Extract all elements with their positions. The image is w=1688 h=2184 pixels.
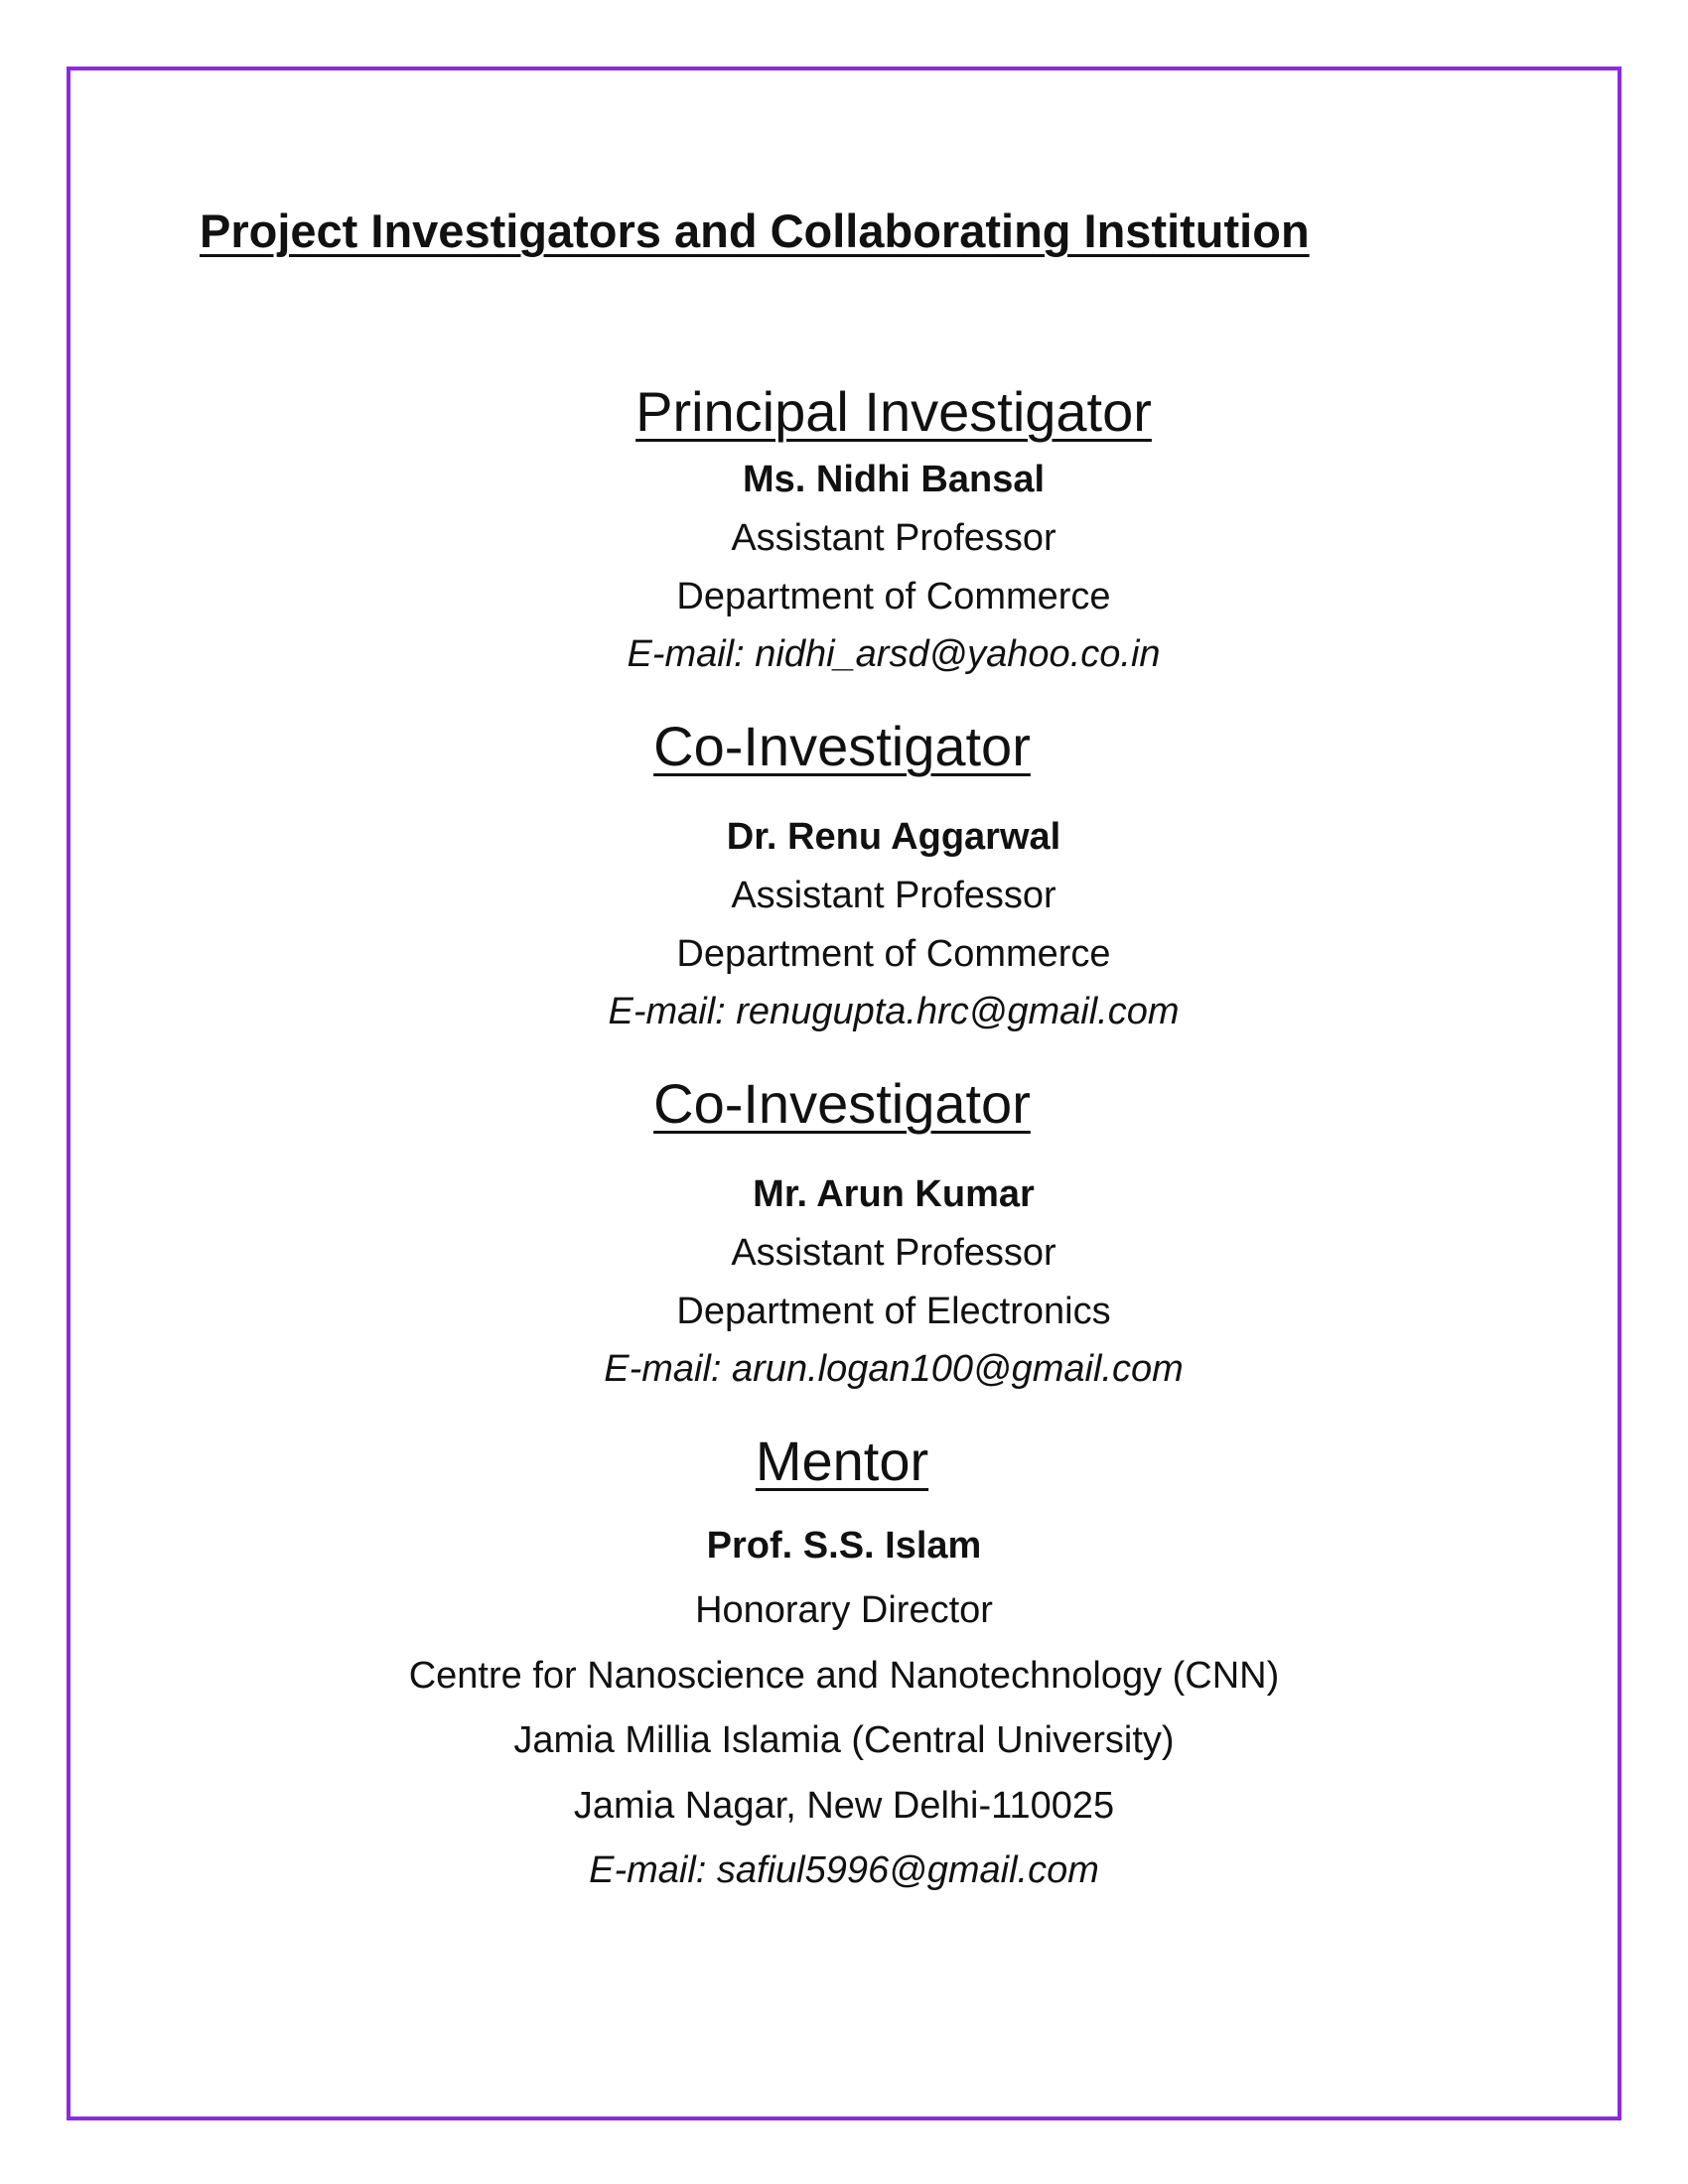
investigator-designation: Assistant Professor [731,1232,1056,1274]
mentor-centre: Centre for Nanoscience and Nanotechnology (CNN) [408,1655,1280,1697]
investigator-department: Department of Commerce [676,576,1111,617]
section-heading: Co-Investigator [653,715,1031,777]
section-heading: Principal Investigator [635,380,1152,443]
mentor-email: E-mail: safiul5996@gmail.com [589,1849,1099,1891]
investigator-designation: Assistant Professor [731,517,1056,559]
mentor-name: Prof. S.S. Islam [706,1525,982,1567]
investigator-name: Ms. Nidhi Bansal [742,459,1046,500]
investigator-email: E-mail: arun.logan100@gmail.com [604,1348,1184,1390]
investigator-name: Mr. Arun Kumar [753,1173,1035,1215]
mentor-designation: Honorary Director [695,1589,993,1631]
investigator-department: Department of Electronics [676,1291,1111,1332]
investigator-name: Dr. Renu Aggarwal [726,816,1061,858]
mentor-university: Jamia Millia Islamia (Central University) [513,1719,1175,1761]
investigator-email: E-mail: renugupta.hrc@gmail.com [608,991,1180,1032]
investigator-designation: Assistant Professor [731,875,1056,916]
investigator-department: Department of Commerce [676,933,1111,975]
mentor-address: Jamia Nagar, New Delhi-110025 [573,1785,1115,1827]
section-heading: Mentor [755,1430,929,1492]
investigator-email: E-mail: nidhi_arsd@yahoo.co.in [627,633,1161,675]
section-heading: Co-Investigator [653,1072,1031,1135]
document-title: Project Investigators and Collaborating Institution [200,205,1310,257]
